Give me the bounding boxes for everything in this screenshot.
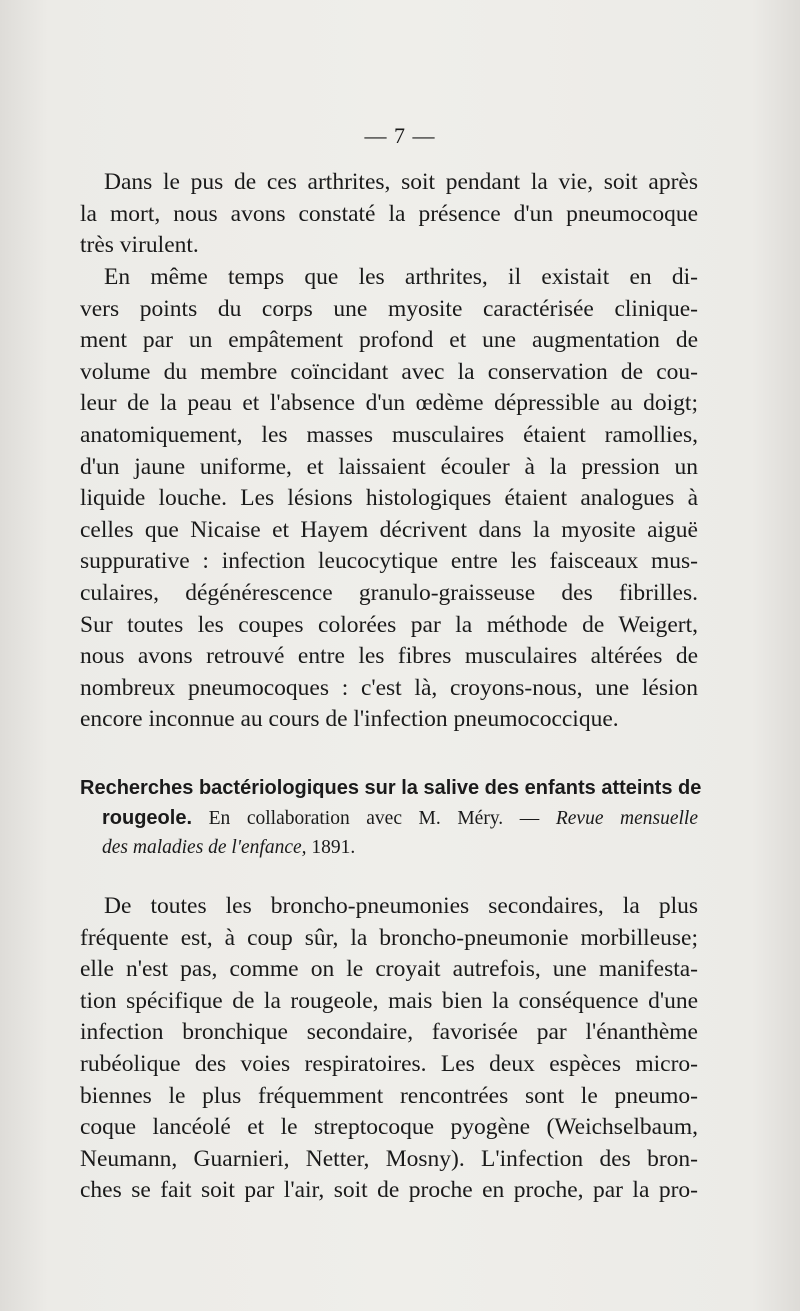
reference-journal-cont: des maladies de l'enfance, [102, 837, 307, 858]
text-line: nous avons retrouvé entre les fibres musculaires altérées de [80, 643, 698, 670]
text-line: tion spécifique de la rougeole, mais bien la conséquence d'une [80, 987, 698, 1014]
reference-year: 1891. [311, 837, 356, 858]
text-line: ches se fait soit par l'air, soit de proche en proche, par la pro- [80, 1177, 698, 1204]
reference-title-end: rougeole. [102, 806, 193, 829]
text-line: encore inconnue au cours de l'infection pneumococcique. [80, 706, 619, 733]
text-line: celles que Nicaise et Hayem décrivent dans la myosite aiguë [80, 516, 698, 543]
text-line: biennes le plus fréquemment rencontrées sont le pneumo- [80, 1082, 698, 1109]
text-line: leur de la peau et l'absence d'un œdème dépressible au doigt; [80, 390, 698, 417]
text-line: En même temps que les arthrites, il existait en di- [104, 264, 698, 290]
text-line: Sur toutes les coupes colorées par la méthode de Weigert, [80, 611, 698, 638]
reference-journal: Revue mensuelle [555, 807, 699, 829]
page-number: — 7 — [364, 123, 436, 148]
text-line: d'un jaune uniforme, et laissaient écouler à la pression un [80, 453, 698, 480]
paragraph-broncho-pneumonie [80, 891, 698, 1207]
reference-line [80, 804, 698, 834]
text-line: suppurative : infection leucocytique entre les faisceaux mus- [80, 548, 698, 575]
text-line: ment par un empâtement profond et une augmentation de [80, 327, 698, 354]
text-line: Dans le pus de ces arthrites, soit pendant la vie, soit après [104, 169, 698, 195]
text-line: vers points du corps une myosite caractérisée clinique- [80, 295, 698, 322]
text-line: elle n'est pas, comme on le croyait autrefois, une manifesta- [80, 956, 698, 983]
reference-title: Recherches bactériologiques sur la salive des enfants atteints de [80, 777, 702, 799]
text-line: infection bronchique secondaire, favorisée par l'énanthème [80, 1019, 698, 1046]
reference-line [80, 833, 698, 863]
paragraph-arthrites [80, 167, 698, 262]
text-line: liquide louche. Les lésions histologiques étaient analogues à [80, 485, 698, 512]
paragraph-myosite [80, 262, 698, 736]
text-line: anatomiquement, les masses musculaires étaient ramollies, [80, 421, 698, 448]
text-line: coque lancéolé et le streptocoque pyogène (Weichselbaum, [80, 1114, 698, 1141]
text-line: la mort, nous avons constaté la présence d'un pneumocoque [80, 200, 698, 227]
text-line: volume du membre coïncidant avec la conservation de cou- [80, 358, 698, 385]
text-line: De toutes les broncho-pneumonies secondaires, la plus [104, 893, 698, 919]
text-line: Neumann, Guarnieri, Netter, Mosny). L'infection des bron- [80, 1145, 698, 1172]
bibliography-entry [80, 774, 702, 863]
reference-collaboration: En collaboration avec M. Méry. — [208, 807, 540, 829]
text-line: très virulent. [80, 232, 199, 259]
text-line: fréquente est, à coup sûr, la broncho-pneumonie morbilleuse; [80, 924, 698, 951]
text-line: nombreux pneumocoques : c'est là, croyons-nous, une lésion [80, 674, 698, 701]
text-line: culaires, dégénérescence granulo-graisseuse des fibrilles. [80, 579, 698, 606]
text-line: rubéolique des voies respiratoires. Les deux espèces micro- [80, 1050, 698, 1077]
